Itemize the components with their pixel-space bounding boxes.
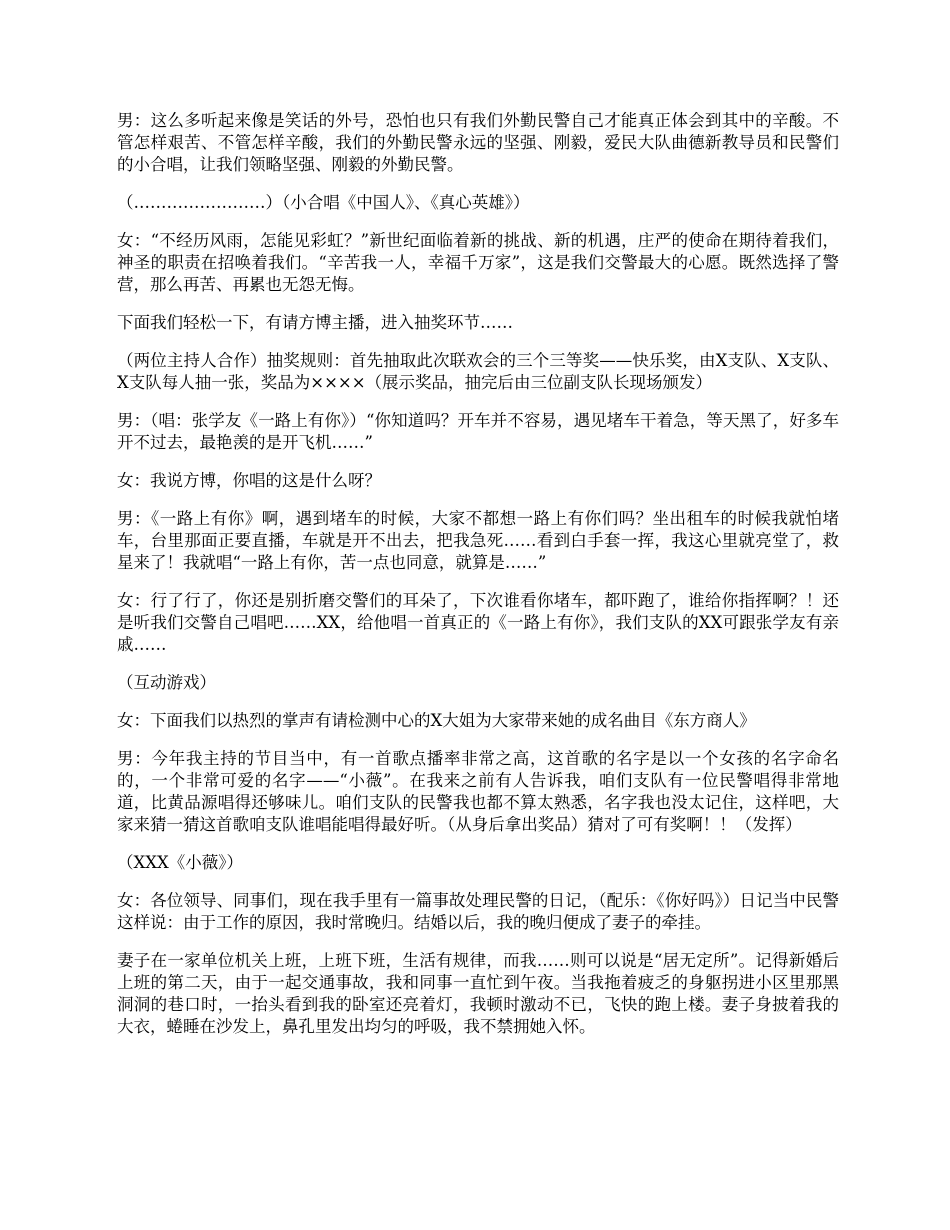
paragraph: （XXX《小薇》） [117, 853, 243, 872]
paragraph: 女：“不经历风雨，怎能见彩虹？”新世纪面临着新的挑战、新的机遇，庄严的使命在期待着我们，神圣的职责在招唤着我们。“辛苦我一人，幸福千万家”，这是我们交警最大的心愿。既然选择了警营，那么再苦、再累也无怨无悔。 [117, 231, 839, 294]
paragraph: 下面我们轻松一下，有请方博主播，进入抽奖环节…… [117, 313, 513, 332]
paragraph: 男：（唱：张学友《一路上有你》）“你知道吗？开车并不容易，遇见堵车干着急，等天黑了，好多车开不过去，最艳羡的是开飞机……” [117, 411, 839, 452]
paragraph: 女：行了行了，你还是别折磨交警们的耳朵了，下次谁看你堵车，都吓跑了，谁给你指挥啊？！还是听我们交警自己唱吧……XX，给他唱一首真正的《一路上有你》，我们支队的XX可跟张学友有亲戚…… [117, 591, 839, 654]
paragraph: 女：我说方博，你唱的这是什么呀？ [117, 471, 381, 490]
paragraph: 男：《一路上有你》啊，遇到堵车的时候，大家不都想一路上有你们吗？坐出租车的时候我就怕堵车，台里那面正要直播，车就是开不出去，把我急死……看到白手套一挥，我这心里就亮堂了，救星来了！我就唱“一路上有你，苦一点也同意，就算是……” [117, 509, 839, 572]
paragraph: 妻子在一家单位机关上班，上班下班，生活有规律，而我……则可以说是“居无定所”。记得新婚后上班的第二天，由于一起交通事故，我和同事一直忙到午夜。当我拖着疲乏的身躯拐进小区里那黑洞洞的巷口时，一抬头看到我的卧室还亮着灯，我顿时激动不已，飞快的跑上楼。妻子身披着我的大衣，蜷睡在沙发上，鼻孔里发出均匀的呼吸，我不禁拥她入怀。 [117, 951, 839, 1036]
paragraph: 女：下面我们以热烈的掌声有请检测中心的X大姐为大家带来她的成名曲目《东方商人》 [117, 711, 756, 730]
paragraph: 女：各位领导、同事们，现在我手里有一篇事故处理民警的日记，（配乐：《你好吗》）日记当中民警这样说：由于工作的原因，我时常晚归。结婚以后，我的晚归便成了妻子的牵挂。 [117, 891, 839, 932]
paragraph: （互动游戏） [117, 673, 216, 692]
document-body [117, 110, 839, 1054]
paragraph: 男：这么多听起来像是笑话的外号，恐怕也只有我们外勤民警自己才能真正体会到其中的辛酸。不管怎样艰苦、不管怎样辛酸，我们的外勤民警永远的坚强、刚毅，爱民大队曲德新教导员和民警们的小合唱，让我们领略坚强、刚毅的外勤民警。 [117, 111, 839, 174]
paragraph: （两位主持人合作）抽奖规则：首先抽取此次联欢会的三个三等奖——快乐奖，由X支队、X支队、X支队每人抽一张，奖品为××××（展示奖品，抽完后由三位副支队长现场颁发） [117, 351, 839, 392]
paragraph: 男：今年我主持的节目当中，有一首歌点播率非常之高，这首歌的名字是以一个女孩的名字命名的，一个非常可爱的名字——“小薇”。在我来之前有人告诉我，咱们支队有一位民警唱得非常地道，比黄品源唱得还够味儿。咱们支队的民警我也都不算太熟悉，名字我也没太记住，这样吧，大家来猜一猜这首歌咱支队谁唱能唱得最好听。（从身后拿出奖品）猜对了可有奖啊！！（发挥） [117, 749, 839, 834]
paragraph: （……………………）（小合唱《中国人》、《真心英雄》） [117, 193, 530, 212]
